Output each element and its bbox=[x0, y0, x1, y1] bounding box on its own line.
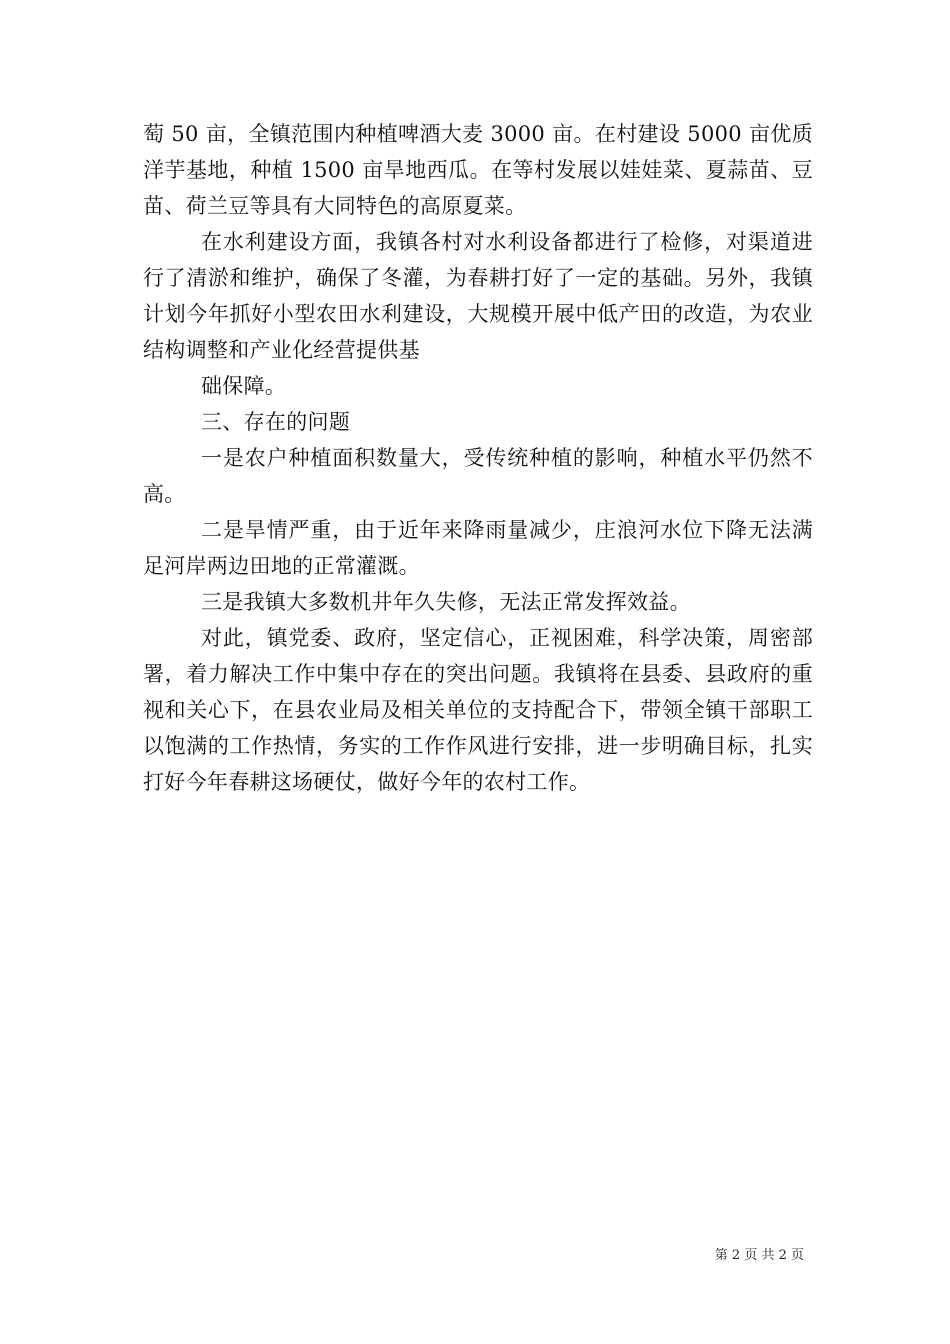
document-body bbox=[143, 116, 813, 800]
paragraph-crop-planting: 萄 50 亩，全镇范围内种植啤酒大麦 3000 亩。在村建设 5000 亩优质洋芋基地，种植 1500 亩旱地西瓜。在等村发展以娃娃菜、夏蒜苗、豆苗、荷兰豆等具有大同特色的高原夏菜。 bbox=[143, 122, 813, 218]
paragraph-water-conservancy: 在水利建设方面，我镇各村对水利设备都进行了检修，对渠道进行了清淤和维护，确保了冬灌，为春耕打好了一定的基础。另外，我镇计划今年抓好小型农田水利建设，大规模开展中低产田的改造，为农业结构调整和产业化经营提供基 bbox=[143, 230, 813, 362]
paragraph-problem-one: 一是农户种植面积数量大，受传统种植的影响，种植水平仍然不高。 bbox=[143, 446, 813, 506]
paragraph-continuation: 础保障。 bbox=[201, 374, 287, 398]
section-heading-problems: 三、存在的问题 bbox=[201, 410, 351, 434]
paragraph-response: 对此，镇党委、政府，坚定信心，正视困难，科学决策，周密部署，着力解决工作中集中存在的突出问题。我镇将在县委、县政府的重视和关心下，在县农业局及相关单位的支持配合下，带领全镇干部职工以饱满的工作热情，务实的工作作风进行安排，进一步明确目标，扎实打好今年春耕这场硬仗，做好今年的农村工作。 bbox=[143, 626, 813, 794]
page-number-footer: 第 2 页 共 2 页 bbox=[714, 1248, 804, 1263]
paragraph-problem-three: 三是我镇大多数机井年久失修，无法正常发挥效益。 bbox=[201, 590, 691, 614]
paragraph-problem-two: 二是旱情严重，由于近年来降雨量减少，庄浪河水位下降无法满足河岸两边田地的正常灌溉。 bbox=[143, 518, 813, 578]
